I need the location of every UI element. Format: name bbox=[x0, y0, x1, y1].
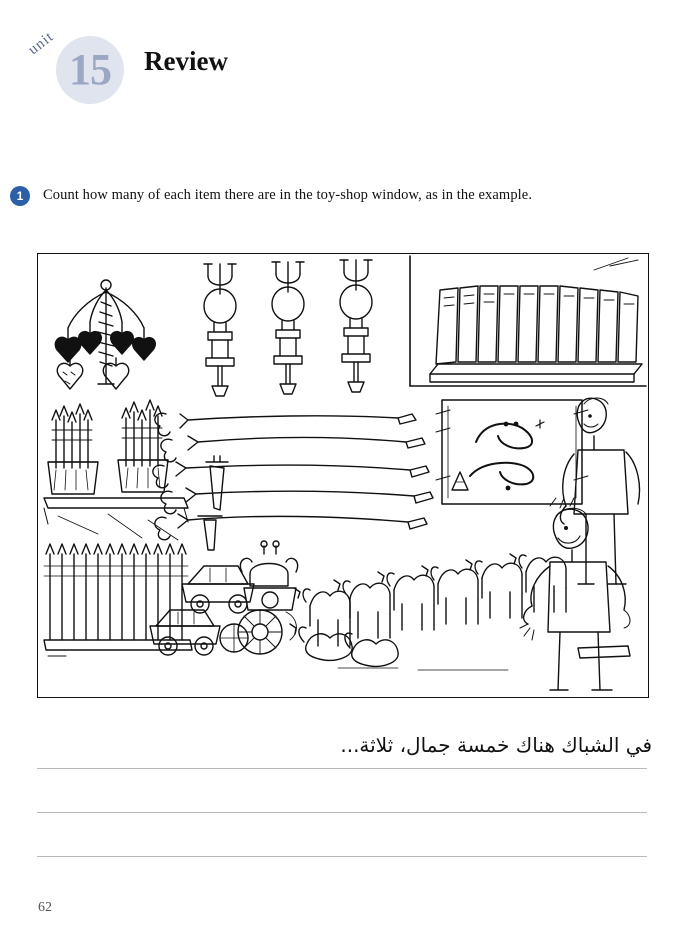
example-sentence-arabic: في الشباك هناك خمسة جمال، ثلاثة... bbox=[340, 733, 652, 757]
answer-line-3[interactable] bbox=[37, 856, 647, 857]
toy-shop-illustration bbox=[37, 253, 649, 698]
unit-number: 15 bbox=[69, 45, 111, 94]
pencil-pots-group bbox=[44, 400, 188, 540]
answer-line-2[interactable] bbox=[37, 812, 647, 813]
exercise-number-badge: 1 bbox=[10, 186, 30, 206]
exercise-instruction-row bbox=[10, 186, 670, 212]
page-title: Review bbox=[144, 46, 228, 76]
unit-word-label: unit bbox=[25, 28, 57, 59]
page-number: 62 bbox=[38, 900, 52, 915]
toy-shop-drawing bbox=[38, 254, 648, 697]
lamp-stands-group bbox=[204, 260, 372, 396]
camels-group bbox=[290, 554, 566, 666]
toy-sign-group bbox=[436, 400, 588, 504]
swords-group bbox=[153, 413, 433, 550]
book-shelf-group bbox=[430, 258, 642, 382]
toy-telephone-group bbox=[240, 541, 297, 640]
unit-badge bbox=[25, 28, 126, 106]
pencil-fence-group bbox=[44, 544, 192, 656]
answer-line-1[interactable] bbox=[37, 768, 647, 769]
unit-header bbox=[25, 28, 434, 108]
heart-mobile-group bbox=[55, 280, 155, 389]
exercise-instruction-text: Count how many of each item there are in the toy-shop window, as in the example. bbox=[43, 187, 533, 203]
customer-figure bbox=[520, 498, 630, 690]
